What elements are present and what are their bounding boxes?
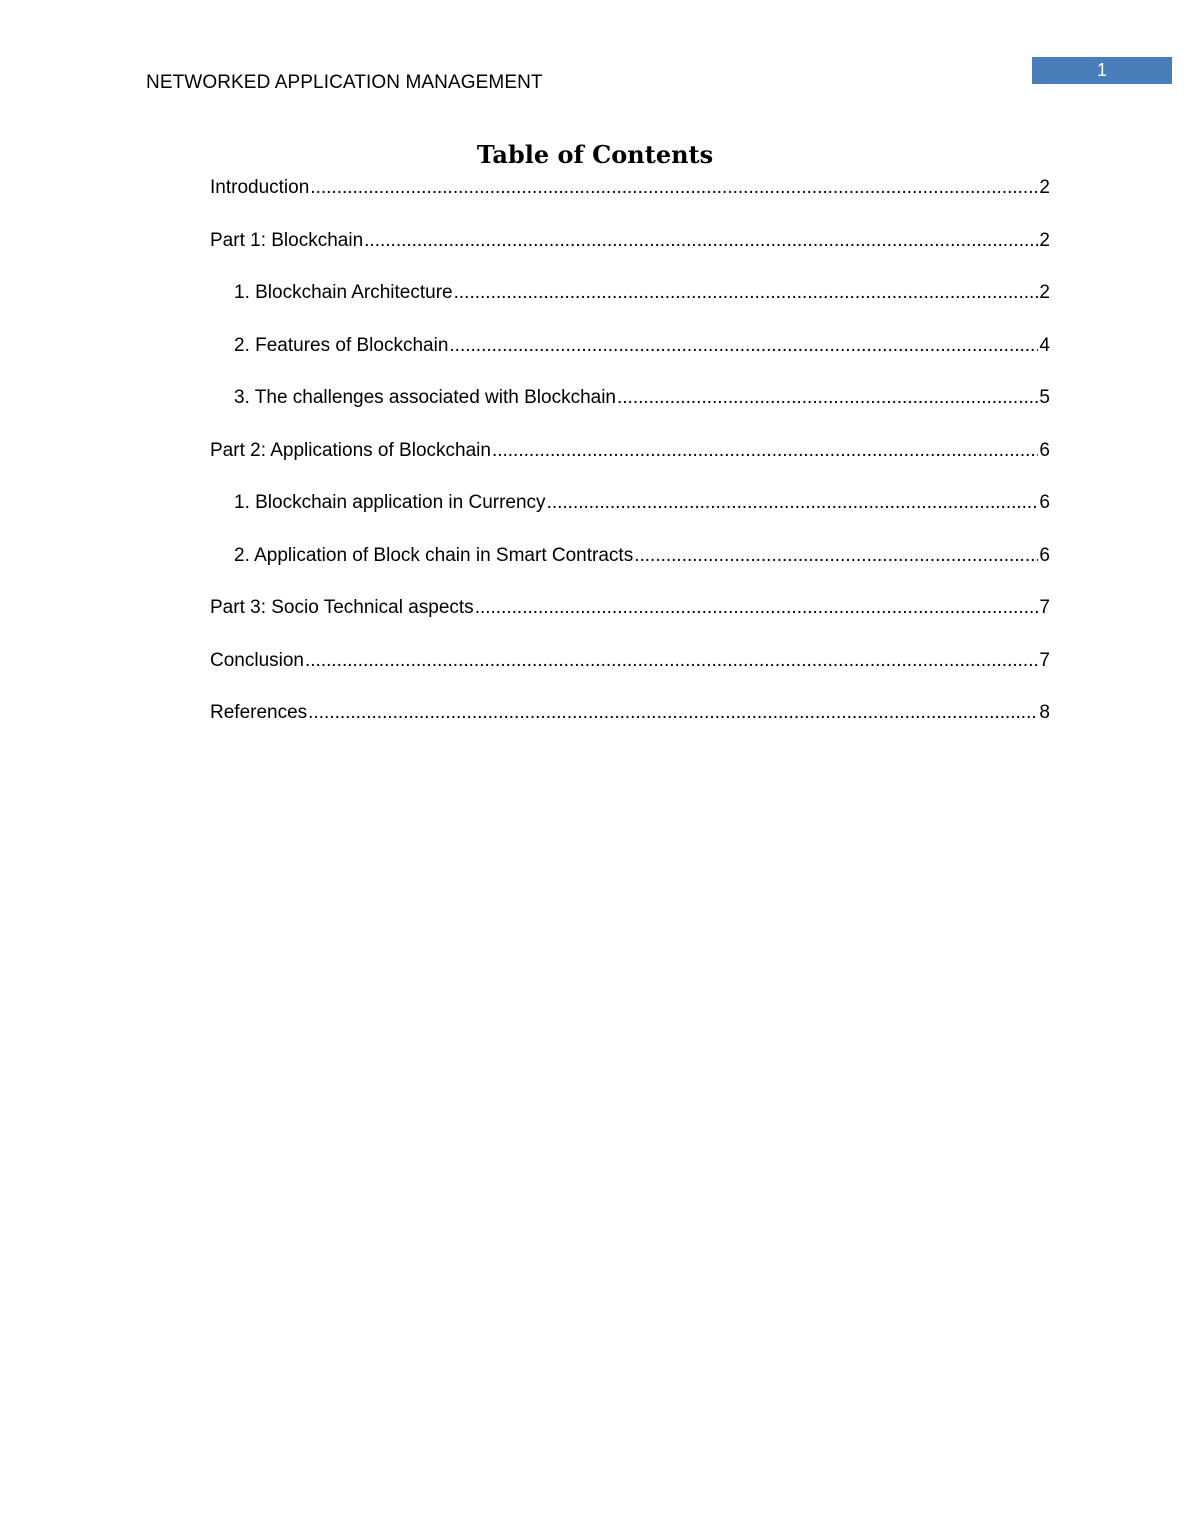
toc-heading: Table of Contents <box>476 140 714 169</box>
toc-entry[interactable] <box>210 177 1050 230</box>
toc-entry[interactable] <box>210 492 1050 545</box>
toc-entry-page-number[interactable]: 6 <box>1039 544 1050 566</box>
toc-dot-leader <box>454 282 1039 304</box>
toc-entry-page-number[interactable]: 6 <box>1039 492 1050 513</box>
toc-entry[interactable] <box>210 335 1050 388</box>
toc-entry-page-number[interactable]: 7 <box>1039 649 1050 671</box>
toc-entry-page-number[interactable]: 2 <box>1039 282 1050 303</box>
toc-entry-page-number[interactable]: 2 <box>1039 177 1050 198</box>
toc-entry[interactable] <box>210 282 1050 335</box>
toc-dot-leader <box>364 230 1038 252</box>
toc-entry-page-number[interactable]: 4 <box>1039 334 1050 356</box>
page-number: 1 <box>1096 60 1107 80</box>
toc-entry-label[interactable]: 2. Application of Block chain in Smart Contracts <box>234 544 634 566</box>
toc-entry-label[interactable]: 2. Features of Blockchain <box>234 334 449 356</box>
toc-entry-label[interactable]: Introduction <box>210 177 310 198</box>
toc-entry-page-number[interactable]: 8 <box>1039 702 1050 723</box>
toc-entry-label[interactable]: 3. The challenges associated with Blockchain <box>234 387 616 408</box>
running-header: NETWORKED APPLICATION MANAGEMENT <box>146 72 543 93</box>
table-of-contents <box>210 177 1050 755</box>
toc-dot-leader <box>475 597 1039 619</box>
toc-entry[interactable] <box>210 387 1050 440</box>
toc-entry[interactable] <box>210 230 1050 283</box>
toc-entry[interactable] <box>210 702 1050 755</box>
toc-entry-page-number[interactable]: 7 <box>1039 597 1050 618</box>
toc-dot-leader <box>310 177 1038 199</box>
toc-entry-label[interactable]: 1. Blockchain application in Currency <box>234 492 546 513</box>
toc-dot-leader <box>308 702 1038 724</box>
toc-entry-label[interactable]: Part 1: Blockchain <box>210 229 364 251</box>
toc-dot-leader <box>449 335 1038 357</box>
toc-entry[interactable] <box>210 650 1050 703</box>
toc-entry-page-number[interactable]: 5 <box>1039 387 1050 408</box>
toc-entry-label[interactable]: Part 3: Socio Technical aspects <box>210 597 474 618</box>
toc-entry-page-number[interactable]: 6 <box>1039 439 1050 461</box>
toc-entry-label[interactable]: 1. Blockchain Architecture <box>234 282 453 303</box>
toc-dot-leader <box>547 492 1039 514</box>
toc-entry-label[interactable]: References <box>210 702 308 723</box>
toc-entry[interactable] <box>210 545 1050 598</box>
toc-dot-leader <box>305 650 1038 672</box>
toc-dot-leader <box>617 387 1038 409</box>
toc-entry-page-number[interactable]: 2 <box>1039 229 1050 251</box>
toc-entry[interactable] <box>210 440 1050 493</box>
toc-entry-label[interactable]: Conclusion <box>210 649 304 671</box>
toc-entry[interactable] <box>210 597 1050 650</box>
page-number-badge <box>1032 57 1172 84</box>
toc-dot-leader <box>492 440 1038 462</box>
toc-entry-label[interactable]: Part 2: Applications of Blockchain <box>210 439 491 461</box>
toc-dot-leader <box>634 545 1038 567</box>
